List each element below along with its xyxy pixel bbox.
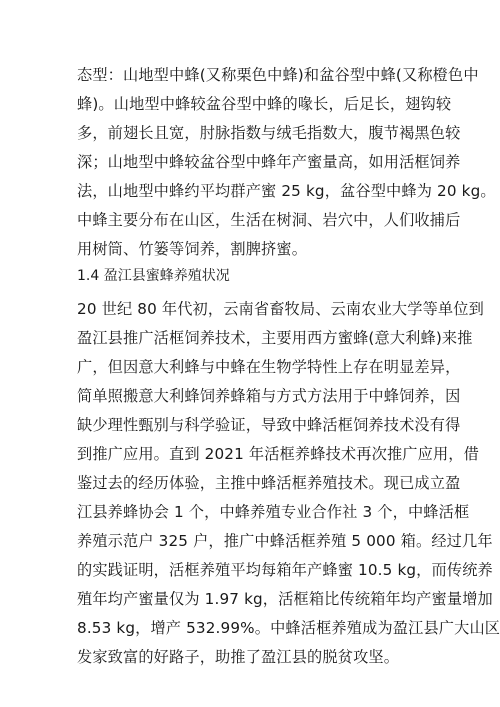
text-line: 多，前翅长且宽，肘脉指数与绒毛指数大，腹节褐黑色较 (77, 124, 461, 142)
text-line: 殖年均产蜜量仅为 1.97 kg，活框箱比传统箱年均产蜜量增加 (77, 590, 493, 608)
text-line: 盈江县推广活框饲养技术，主要用西方蜜蜂(意大利蜂)来推 (77, 329, 473, 347)
section-heading: 1.4 盈江县蜜蜂养殖状况 (77, 268, 230, 284)
text-line: 到推广应用。直到 2021 年活框养蜂技术再次推广应用，借 (77, 445, 479, 463)
text-line: 发家致富的好路子，助推了盈江县的脱贫攻坚。 (77, 648, 400, 666)
text-line: 养殖示范户 325 户，推广中蜂活框养殖 5 000 箱。经过几年 (77, 532, 493, 550)
text-line: 的实践证明，活框养殖平均每箱年产蜂蜜 10.5 kg，而传统养 (77, 561, 493, 579)
text-line: 蜂)。山地型中蜂较盆谷型中蜂的喙长，后足长，翅钩较 (77, 95, 452, 113)
text-line: 法，山地型中蜂约平均群产蜜 25 kg，盆谷型中蜂为 20 kg。 (77, 182, 496, 200)
text-line: 8.53 kg，增产 532.99%。中蜂活框养殖成为盈江县广大山区 (77, 619, 500, 637)
text-line: 20 世纪 80 年代初，云南省畜牧局、云南农业大学等单位到 (77, 300, 484, 318)
text-line: 缺少理性甄别与科学验证，导致中蜂活框饲养技术没有得 (77, 416, 461, 434)
text-line: 鉴过去的经历体验，主推中蜂活框养殖技术。现已成立盈 (77, 474, 461, 492)
text-line: 江县养蜂协会 1 个，中蜂养殖专业合作社 3 个，中蜂活框 (77, 503, 470, 521)
text-line: 简单照搬意大利蜂饲养蜂箱与方式方法用于中蜂饲养，因 (77, 387, 461, 405)
text-line: 深；山地型中蜂较盆谷型中蜂年产蜜量高，如用活框饲养 (77, 153, 461, 171)
text-line: 用树筒、竹篓等饲养，割脾挤蜜。 (77, 240, 308, 258)
text-line: 广，但因意大利蜂与中蜂在生物学特性上存在明显差异， (77, 358, 461, 376)
text-line: 态型：山地型中蜂(又称栗色中蜂)和盆谷型中蜂(又称橙色中 (77, 66, 479, 84)
text-line: 中蜂主要分布在山区，生活在树洞、岩穴中，人们收捕后 (77, 211, 461, 229)
